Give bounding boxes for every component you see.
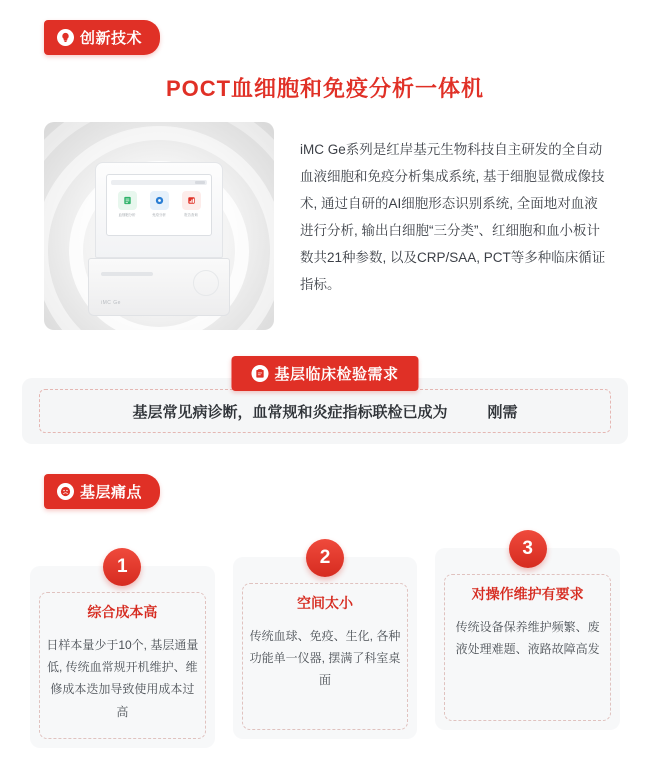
section-tag-pain-label: 基层痛点 (80, 484, 143, 501)
screen-icon-row (111, 191, 207, 235)
screen-app-settings-label: 免疫分析 (152, 213, 166, 217)
sad-face-icon (57, 483, 74, 500)
screen-status-bar (111, 180, 207, 185)
section-tag-innovation (44, 20, 160, 55)
pain-point-card (30, 556, 215, 748)
device-illustration (95, 162, 223, 316)
pain-point-text: 传统血球、免疫、生化, 各种功能单一仪器, 摆满了科室桌面 (249, 629, 401, 688)
settings-icon (150, 191, 169, 210)
product-section (44, 122, 606, 330)
pain-point-number: 3 (509, 530, 547, 568)
report-icon (182, 191, 201, 210)
section-tag-pain (44, 474, 160, 509)
pain-point-number: 2 (306, 539, 344, 577)
needs-text: 基层常见病诊断，血常规和炎症指标联检已成为 (132, 403, 448, 421)
lightbulb-icon (57, 29, 74, 46)
sample-icon (118, 191, 137, 210)
clipboard-icon (251, 365, 268, 382)
screen-app-sample-label: 血细胞分析 (118, 213, 136, 217)
screen-app-sample (112, 191, 142, 217)
pain-point-title: 空间太小 (297, 595, 353, 611)
device-screen (106, 174, 212, 236)
section-tag-innovation-label: 创新技术 (80, 30, 143, 47)
needs-panel-inner (39, 389, 611, 433)
needs-highlight: 刚需 (487, 403, 518, 421)
device-brand-label: iMC Ge (101, 300, 121, 306)
product-description: iMC Ge系列是红岸基元生物科技自主研发的全自动血液细胞和免疫分析集成系统, 基于细胞显微成像技术, 通过自研的AI细胞形态识别系统, 全面地对血液进行分析, 输出白细胞“三分类”、红细胞和血小板计数共21种参数, 以及CRP/SAA, PCT等多种临床循证指标。 (300, 142, 606, 292)
device-vent (193, 270, 219, 296)
page-title: POCT血细胞和免疫分析一体机 (165, 76, 485, 101)
pain-point-number: 1 (103, 548, 141, 586)
screen-app-settings (144, 191, 174, 217)
pain-point-title: 综合成本高 (87, 604, 158, 620)
device-upper-body (95, 162, 223, 258)
pain-point-text: 日样本量少于10个, 基层通量低, 传统血常规开机维护、维修成本迭加导致使用成本过高 (46, 638, 199, 719)
section-tag-needs (231, 356, 418, 391)
pain-point-card (233, 547, 418, 739)
screen-app-report (176, 191, 206, 217)
pain-point-title: 对操作维护有要求 (471, 586, 584, 602)
section-tag-needs-label: 基层临床检验需求 (274, 366, 399, 383)
pain-point-list (30, 538, 620, 748)
screen-app-report-label: 报告查询 (184, 213, 198, 217)
device-lower-body (88, 258, 230, 316)
pain-point-text: 传统设备保养维护频繁、废液处理难题、液路故障高发 (455, 620, 600, 657)
product-photo (44, 122, 274, 330)
pain-point-card (435, 538, 620, 730)
device-sample-slot (101, 272, 153, 276)
